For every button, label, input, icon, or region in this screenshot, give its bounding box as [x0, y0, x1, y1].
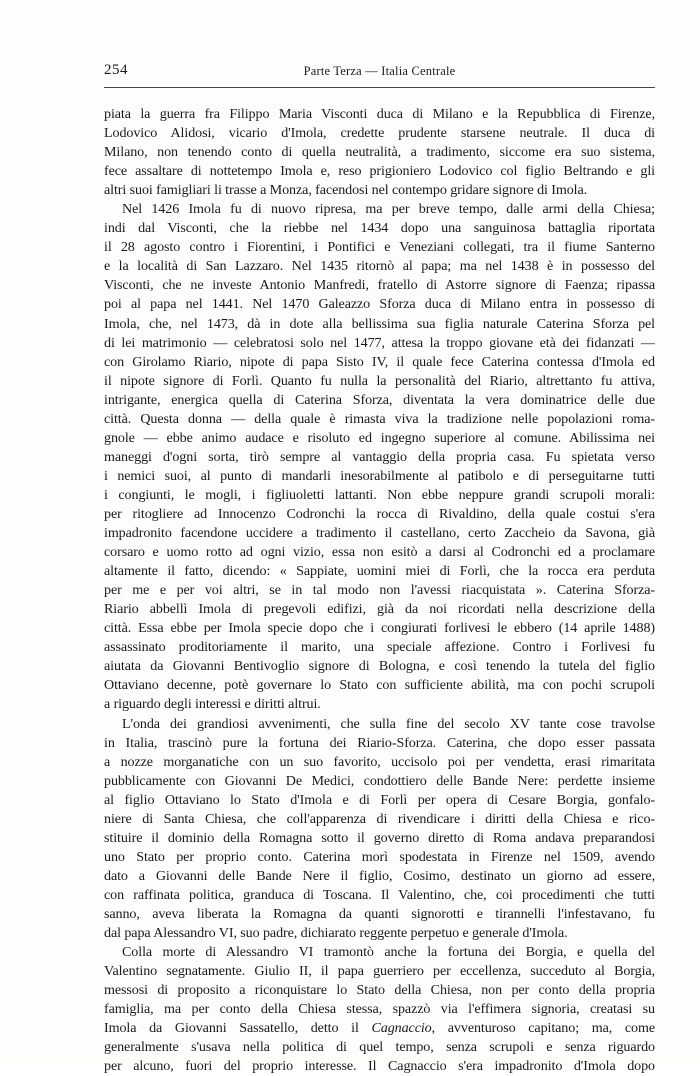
- text-line: [104, 581, 655, 600]
- text-line: [104, 353, 655, 372]
- text-line: [104, 829, 655, 848]
- header-rule: [104, 87, 655, 88]
- page-header: [104, 62, 655, 84]
- text-line: [104, 105, 655, 124]
- text-line-content: indi dal Visconti, che la riebbe nel 1434 dopo una sanguinosa battaglia riportata: [104, 220, 655, 237]
- text-line: [104, 143, 655, 162]
- text-line-content: sanno, aveva liberata la Romagna da quanti signorotti e tirannelli l'infestavano, fu: [104, 905, 655, 922]
- text-line: [104, 715, 655, 734]
- text-line-content: e la località di San Lazzaro. Nel 1435 ritornò al papa; ma nel 1438 è in possesso del: [104, 258, 655, 275]
- text-line: [104, 600, 655, 619]
- text-line-content: aiutata da Giovanni Bentivoglio signore di Bologna, e così tenendo la tutela del figlio: [104, 658, 655, 675]
- text-line: [104, 1057, 655, 1076]
- text-line-content: poi al papa nel 1441. Nel 1470 Galeazzo Sforza duca di Milano entra in possesso di: [104, 296, 655, 313]
- text-line: [104, 734, 655, 753]
- text-line: [104, 162, 655, 181]
- text-line-content: Colla morte di Alessandro VI tramontò anche la fortuna dei Borgia, e quella del: [122, 944, 655, 961]
- text-line: [104, 257, 655, 276]
- text-line-content: uno Stato per proprio conto. Caterina morì spodestata in Firenze nel 1509, avendo: [104, 848, 655, 865]
- text-line: [104, 905, 655, 924]
- text-line: [104, 772, 655, 791]
- text-line-content: con Girolamo Riario, nipote di papa Sisto IV, il quale fece Caterina contessa d'Imola ed: [104, 353, 655, 370]
- text-line-content: Imola, che, nel 1473, dà in dote alla bellissima sua figlia naturale Caterina Sforza pel: [104, 315, 655, 332]
- text-line-content: Nel 1426 Imola fu di nuovo ripresa, ma per breve tempo, dalle armi della Chiesa;: [122, 201, 655, 218]
- text-line: [104, 295, 655, 314]
- text-line-content: a nozze morganatiche con un suo favorito, uccisolo poi per vendetta, erasi rimaritata: [104, 753, 655, 770]
- text-line-content: intrigante, energica quella di Caterina Sforza, diventata la vera dominatrice delle due: [104, 391, 655, 408]
- text-line-content: assassinato proditoriamente il marito, una speciale affezione. Contro i Forlivesi fu: [104, 639, 655, 656]
- text-line-content: Riario abbellì Imola di pregevoli edifizi, già da noi ricordati nella descrizione della: [104, 601, 655, 618]
- text-line-content: per ritogliere ad Innocenzo Codronchi la rocca di Rivaldino, della quale costui s'era: [104, 505, 655, 522]
- text-line: [104, 1038, 655, 1057]
- text-line-content: , avventuroso capitano; ma, come: [431, 1020, 655, 1037]
- text-line: [104, 467, 655, 486]
- text-line-content: Valentino segnatamente. Giulio II, il papa guerriero per eccellenza, succeduto al Borgia,: [104, 963, 655, 980]
- text-line-content: per me e per voi altri, se in tal modo non l'avessi riacquistata ». Caterina Sforza-: [104, 582, 655, 599]
- text-line-content: i nemici suoi, al punto di mandarli inesorabilmente al patibolo e di perseguitarne tutti: [104, 467, 655, 484]
- text-line: [104, 276, 655, 295]
- text-line-content: Imola da Giovanni Sassatello, detto il: [104, 1020, 372, 1037]
- text-line-content: dal papa Alessandro VI, suo padre, dichiarato reggente perpetuo e generale d'Imola.: [104, 925, 568, 942]
- text-line-content: di lei matrimonio — celebratosi solo nel 1477, attesa la troppo giovane età dei fidanzati —: [104, 334, 655, 351]
- text-line: [104, 524, 655, 543]
- text-line-content: pubblicamente con Giovanni De Medici, condottiero delle Bande Nere: perdette insieme: [104, 772, 655, 789]
- text-line: [104, 505, 655, 524]
- text-line: [104, 410, 655, 429]
- text-line: [104, 219, 655, 238]
- text-line-content: Lodovico Alidosi, vicario d'Imola, credette prudente starsene neutrale. Il duca di: [104, 125, 655, 142]
- text-line: [104, 543, 655, 562]
- text-line-content: città. Essa ebbe per Imola specie dopo che i congiurati forlivesi le ebbero (14 aprile 1488): [104, 620, 655, 637]
- text-line: [104, 638, 655, 657]
- text-line-content: con raffinata politica, granduca di Toscana. Il Valentino, che, coi procedimenti che tutti: [104, 886, 655, 903]
- text-line-content: fece assaltare di nottetempo Imola e, reso prigioniero Lodovico col figlio Beltrando e gli: [104, 163, 655, 180]
- text-line-content: città. Questa donna — della quale è rimasta viva la tradizione nelle popolazioni roma-: [104, 410, 655, 427]
- italic-name: Cagnaccio: [371, 1020, 432, 1037]
- text-line-content: messosi di proposito a riconquistare lo Stato della Chiesa, non per conto della propria: [104, 982, 655, 999]
- text-line: [104, 753, 655, 772]
- text-line: [104, 810, 655, 829]
- text-line-content: altri suoi famigliari li trasse a Monza, facendosi nel contempo gridare signore di Imola.: [104, 182, 588, 199]
- text-line-content: dato a Giovanni delle Bande Nere il figlio, Cosimo, destinato un giorno ad essere,: [104, 867, 655, 884]
- text-line: [104, 657, 655, 676]
- text-line-content: Ottaviano decenne, potè governare lo Stato con sufficiente abilità, ma con pochi scrupoli: [104, 677, 655, 694]
- text-line: [104, 334, 655, 353]
- text-line-content: piata la guerra fra Filippo Maria Visconti duca di Milano e la Repubblica di Firenze,: [104, 106, 655, 122]
- text-line: [104, 619, 655, 638]
- text-line: [104, 676, 655, 695]
- text-line: [104, 791, 655, 810]
- text-line-content: generalmente s'usava nella politica di quel tempo, senza scrupoli e senza riguardo: [104, 1039, 655, 1056]
- text-line: [104, 200, 655, 219]
- text-line: [104, 886, 655, 905]
- text-line-content: L'onda dei grandiosi avvenimenti, che sulla fine del secolo XV tante cose travolse: [122, 715, 655, 732]
- text-line-content: al figlio Ottaviano lo Stato d'Imola e di Forlì per opera di Cesare Borgia, gonfalo-: [104, 791, 655, 808]
- text-line-content: in Italia, trascinò pure la fortuna dei Riario-Sforza. Caterina, che dopo esser passata: [104, 734, 655, 751]
- text-line: [104, 867, 655, 886]
- text-line-content: impadronito facendone uccidere a tradimento il castellano, certo Zaccheio da Savona, già: [104, 525, 655, 542]
- text-line-content: Milano, non tenendo conto di quella neutralità, a tradimento, siccome era suo sistema,: [104, 144, 655, 161]
- text-line-content: Visconti, che ne investe Antonio Manfredi, fratello di Astorre signore di Faenza; ripassa: [104, 277, 655, 294]
- text-line-content: i congiunti, le mogli, i figliuoletti lattanti. Non ebbe neppure grandi scrupoli morali:: [104, 486, 655, 503]
- text-line: [104, 962, 655, 981]
- text-line: [104, 486, 655, 505]
- text-line: [104, 981, 655, 1000]
- text-line: [104, 695, 655, 714]
- text-line: [104, 562, 655, 581]
- text-line: [104, 315, 655, 334]
- text-line: [104, 181, 655, 200]
- text-line-content: corsaro e uomo rotto ad ogni vizio, essa non esitò a darsi al Codronchi ed a proclamare: [104, 544, 655, 561]
- text-line-content: niere di Santa Chiesa, che coll'apparenza di rivendicare i diritti della Chiesa e rico-: [104, 810, 655, 827]
- text-line-content: famiglia, ma per conto della Chiesa stessa, spazzò via l'effimera signoria, creatasi su: [104, 1001, 655, 1018]
- text-line: [104, 448, 655, 467]
- text-line: [104, 429, 655, 448]
- text-line: [104, 1000, 655, 1019]
- page-number: 254: [104, 62, 128, 78]
- text-line-content: maneggi d'ogni sorta, tirò sempre al vantaggio della propria casa. Fu spietata verso: [104, 448, 655, 465]
- text-line: [104, 238, 655, 257]
- text-line-content: per alcuno, fuori del proprio interesse. Il Cagnaccio s'era impadronito d'Imola dopo: [104, 1058, 655, 1075]
- text-line: [104, 1019, 655, 1038]
- text-line-content: il nipote signore di Forlì. Quanto fu nulla la personalità del Riario, altrettanto fu attiva,: [104, 372, 655, 389]
- text-line: [104, 943, 655, 962]
- text-line-content: gnole — ebbe animo audace e risoluto ed ingegno superiore al comune. Abilissima nei: [104, 429, 655, 446]
- text-line: [104, 372, 655, 391]
- text-line-content: altamente il fatto, dicendo: « Sappiate, uomini miei di Forlì, che la rocca era perduta: [104, 563, 655, 580]
- body-text: [104, 105, 655, 1076]
- text-line-content: stituire il dominio della Romagna sotto il governo diretto di Roma andava preparandosi: [104, 829, 655, 846]
- text-line: [104, 391, 655, 410]
- text-line-content: il 28 agosto contro i Fiorentini, i Pontifici e Veneziani collegati, tra il fiume Santerno: [104, 239, 655, 256]
- text-line-content: a riguardo degli interessi e diritti altrui.: [104, 696, 321, 713]
- text-line: [104, 924, 655, 943]
- running-title: Parte Terza — Italia Centrale: [303, 64, 456, 78]
- text-line: [104, 124, 655, 143]
- text-line: [104, 848, 655, 867]
